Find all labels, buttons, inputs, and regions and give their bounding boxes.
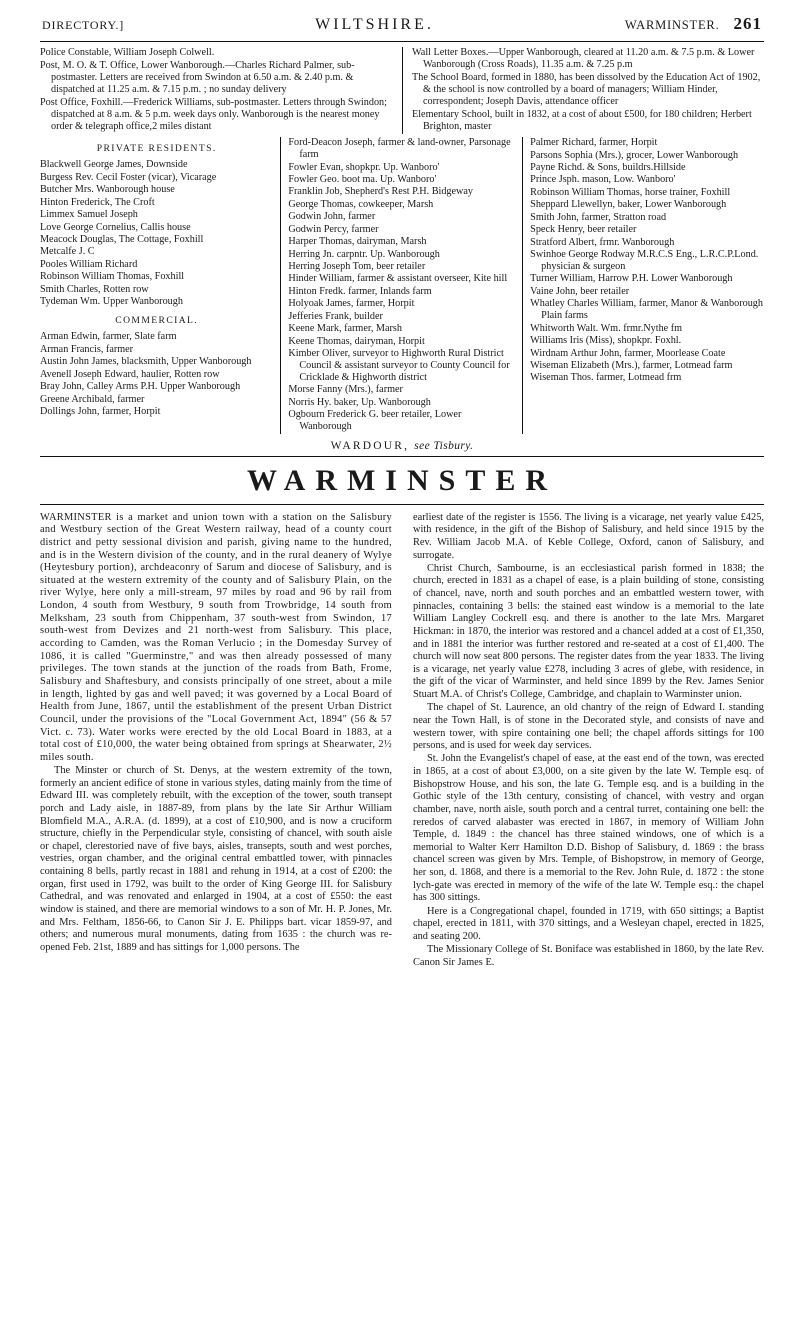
- postal-info-left: [40, 47, 402, 134]
- list-item: Franklin Job, Shepherd's Rest P.H. Bidgeway: [288, 186, 473, 198]
- list-item: Smith John, farmer, Stratton road: [530, 211, 667, 223]
- cross-reference-wardour: [40, 440, 764, 452]
- cross-reference-note: see Tisbury.: [414, 439, 474, 452]
- list-item: Ford-Deacon Joseph, farmer & land-owner, Parsonage farm: [288, 137, 511, 161]
- list-item: Austin John James, blacksmith, Upper Wanborough: [40, 356, 252, 368]
- list-item: Kimber Oliver, surveyor to Highworth Rural District Council & assistant surveyor to County Council for Cricklade & Highworth district: [288, 348, 510, 383]
- postal-info-block: [40, 47, 764, 134]
- list-item: Love George Cornelius, Callis house: [40, 221, 191, 233]
- list-item: Avenell Joseph Edward, haulier, Rotten row: [40, 368, 220, 380]
- list-item: Stratford Albert, frmr. Wanborough: [530, 236, 675, 248]
- list-item: Keene Mark, farmer, Marsh: [288, 323, 402, 335]
- head-divider: [40, 41, 764, 42]
- list-item: Jefferies Frank, builder: [288, 310, 383, 322]
- section-heading-private-residents: PRIVATE RESIDENTS.: [96, 143, 217, 155]
- town-divider-top: [40, 456, 764, 457]
- list-item: Palmer Richard, farmer, Horpit: [530, 137, 658, 149]
- paragraph: The Missionary College of St. Boniface was established in 1860, by the late Rev. Canon Sir James E.: [413, 943, 764, 968]
- directory-column-3: [522, 137, 764, 434]
- list-item: Vaine John, beer retailer: [530, 285, 630, 297]
- cross-reference-name: WARDOUR,: [330, 439, 410, 452]
- list-item: Payne Richd. & Sons, buildrs.Hillside: [530, 162, 686, 174]
- list-item: Fowler Evan, shopkpr. Up. Wanboro': [288, 161, 440, 173]
- list-item: Morse Fanny (Mrs.), farmer: [288, 384, 403, 396]
- list-item: Godwin Percy, farmer: [288, 223, 379, 235]
- list-item: Blackwell George James, Downside: [40, 159, 188, 171]
- list-item: Arman Edwin, farmer, Slate farm: [40, 331, 177, 343]
- running-head-right: WARMINSTER.: [624, 18, 720, 32]
- list-item: Post Office, Foxhill.—Frederick Williams, sub-postmaster. Letters through Swindon; dispatched at 8 a.m. & 5 p.m. week days only. Wanborough is the nearest money order & telegraph office,2 miles distant: [40, 96, 387, 133]
- list-item: Turner William, Harrow P.H. Lower Wanborough: [530, 273, 733, 285]
- list-item: Speck Henry, beer retailer: [530, 224, 637, 236]
- page-folio: 261: [733, 14, 762, 33]
- postal-info-right: [402, 47, 764, 134]
- list-item: Holyoak James, farmer, Horpit: [288, 298, 415, 310]
- list-item: Robinson William Thomas, horse trainer, Foxhill: [530, 186, 731, 198]
- list-item: Butcher Mrs. Wanborough house: [40, 184, 175, 196]
- list-item: Harper Thomas, dairyman, Marsh: [288, 236, 427, 248]
- article-column-left: [40, 512, 402, 970]
- list-item: Fowler Geo. boot ma. Up. Wanboro': [288, 173, 437, 185]
- article-body: [40, 512, 764, 970]
- list-item: Keene Thomas, dairyman, Horpit: [288, 335, 425, 347]
- paragraph: The chapel of St. Laurence, an old chantry of the reign of Edward I. standing near the Town Hall, is of stone in the Decorated style, and consists of nave and western tower, with spire containing one bell; the chapel affords sittings for 100 persons, and is used for week day services.: [413, 702, 764, 752]
- list-item: Greene Archibald, farmer: [40, 393, 145, 405]
- list-item: Whitworth Walt. Wm. frmr.Nythe fm: [530, 322, 683, 334]
- list-item: Sheppard Llewellyn, baker, Lower Wanborough: [530, 199, 727, 211]
- list-item: Norris Hy. baker, Up. Wanborough: [288, 396, 431, 408]
- list-item: Wall Letter Boxes.—Upper Wanborough, cleared at 11.20 a.m. & 7.5 p.m. & Lower Wanborough (Cross Roads), 11.35 a.m. & 7.25 p.m: [412, 47, 755, 71]
- list-item: The School Board, formed in 1880, has been dissolved by the Education Act of 1902, & the school is now controlled by a board of managers; William Hinder, correspondent; Joseph Davis, attendance officer: [412, 71, 761, 108]
- paragraph: St. John the Evangelist's chapel of ease, at the east end of the town, was erected in 1865, at a cost of about £3,000, on a site given by the late W. Temple esq. of Bishopstrow House, and his son, the late G. Temple esq. and is a building in the Gothic style of the 13th century, consisting of chancel, with vestry and organ chamber, nave, north aisle, south porch and a central turret, containing one bell: the reredos of carved alabaster was erected in 1867, in memory of William John Temple, d. 1849 : the chancel has three stained windows, one of which is a memorial to Walter Kerr Hamilton D.D. Bishop of Salisbury, d. 1869 : the brass chancel screen was given by Mrs. Temple, of Bishopstrow, in memory of George, her son, d. 1868, and there is a memorial to the Rev. John Rule, d. 1872 : the stone lych-gate was erected in memory of the wife of the late W. Temple esq.: the chapel has 300 sittings.: [413, 753, 764, 904]
- list-item: Meacock Douglas, The Cottage, Foxhill: [40, 233, 204, 245]
- list-item: Elementary School, built in 1832, at a cost of about £500, for 180 children; Herbert Brighton, master: [412, 109, 752, 133]
- list-item: Hinder William, farmer & assistant overseer, Kite hill: [288, 273, 508, 285]
- list-item: Herring Joseph Tom, beer retailer: [288, 261, 426, 273]
- list-item: Herring Jn. carpntr. Up. Wanborough: [288, 248, 440, 260]
- list-item: Police Constable, William Joseph Colwell.: [40, 47, 215, 58]
- list-item: Limmex Samuel Joseph: [40, 209, 138, 221]
- list-item: Williams Iris (Miss), shopkpr. Foxhl.: [530, 335, 682, 347]
- list-item: Wirdnam Arthur John, farmer, Moorlease Coate: [530, 347, 726, 359]
- paragraph: Christ Church, Sambourne, is an ecclesiastical parish formed in 1838; the church, erected in 1831 as a chapel of ease, is a plain building of stone, consisting of chancel, nave, north and south porches and an embattled western tower, with pinnacles, containing 3 bells: the stained east window is a memorial to the late William Langley Cockrell esq. and there is another to the late Mrs. Margaret Hickman: in 1870, the interior was restored and a chancel added at a cost of £1,350, and in 1881 the interior was further restored and re-seated at a cost of £1,400. The church will now seat 800 persons. The register dates from the year 1833. The living is a vicarage, net yearly value £278, including 3 acres of glebe, with residence, in the gift of the vicar of Warminster, and held since 1899 by the Rev. James Senior Stuart M.A. of Christ's College, Cambridge, and chaplain to Warminster union.: [413, 562, 764, 701]
- list-item: Parsons Sophia (Mrs.), grocer, Lower Wanborough: [530, 149, 739, 161]
- list-item: Whatley Charles William, farmer, Manor & Wanborough Plain farms: [530, 298, 763, 322]
- directory-column-1: [40, 137, 280, 434]
- list-item: Hinton Frederick, The Croft: [40, 196, 155, 208]
- list-item: Post, M. O. & T. Office, Lower Wanborough.—Charles Richard Palmer, sub-postmaster. Letters are received from Swindon at 6.50 a.m. & 2.40 p.m. & dispatched at 11.25 a.m. & 7.15 p.m. ; no sunday delivery: [40, 59, 355, 96]
- list-item: Dollings John, farmer, Horpit: [40, 405, 161, 417]
- list-item: Smith Charles, Rotten row: [40, 283, 149, 295]
- list-item: Tydeman Wm. Upper Wanborough: [40, 296, 183, 308]
- paragraph: Here is a Congregational chapel, founded in 1719, with 650 sittings; a Baptist chapel, erected in 1811, with 370 sittings, and a Wesleyan chapel, erected in 1825, and seating 200.: [413, 905, 764, 942]
- list-item: Pooles William Richard: [40, 258, 138, 270]
- list-item: Wiseman Elizabeth (Mrs.), farmer, Lotmead farm: [530, 360, 733, 372]
- section-heading-commercial: COMMERCIAL.: [115, 315, 199, 327]
- running-head: [40, 14, 764, 34]
- list-item: Swinhoe George Rodway M.R.C.S Eng., L.R.C.P.Lond. physician & surgeon: [530, 249, 759, 273]
- list-item: Burgess Rev. Cecil Foster (vicar), Vicarage: [40, 171, 217, 183]
- list-item: Wiseman Thos. farmer, Lotmead frm: [530, 372, 682, 384]
- paragraph: earliest date of the register is 1556. The living is a vicarage, net yearly value £425, with residence, in the gift of the Bishop of Salisbury, and held since 1915 by the Rev. William Jacob M.A. of Keble College, Oxford, canon of Salisbury, and surrogate.: [413, 511, 764, 561]
- list-item: Prince Jsph. mason, Low. Wanboro': [530, 174, 676, 186]
- list-item: Arman Francis, farmer: [40, 343, 134, 355]
- article-column-right: [402, 512, 764, 970]
- list-item: Bray John, Calley Arms P.H. Upper Wanborough: [40, 381, 241, 393]
- list-item: Robinson William Thomas, Foxhill: [40, 271, 185, 283]
- running-head-left: DIRECTORY.]: [42, 18, 125, 32]
- running-head-center: WILTSHIRE.: [315, 16, 434, 33]
- list-item: Godwin John, farmer: [288, 211, 376, 223]
- list-item: Metcalfe J. C: [40, 246, 95, 258]
- paragraph: WARMINSTER is a market and union town with a station on the Salisbury and Westbury section of the Great Western railway, head of a county court district and petty sessional division and parish, giving name to the hundred, and is in the Western division of the county, and in the rural deanery of Wylye (Heytesbury portion), archdeaconry of Sarum and diocese of Salisbury, and is situated at the western extremity of the county and of Salisbury Plain, on the river Wylye, here only a mill-stream, 97 miles by road and 96 by rail from London, 4 south from Westbury, 9 south from Trowbridge, 14 south from Melksham, 23 south from Chippenham, 37 south-west from Swindon, 17 south-west from Devizes and 21 north-west from Salisbury. This place, according to Camden, was the Roman Verlucio ; in the Domesday Survey of 1086, it is called "Guerminstre," and was then already possessed of many privileges. The town stands at the junction of the roads from Bath, Frome, Salisbury and Shaftesbury, and consists principally of one street, about a mile in length, lighted by gas and well paved; it was governed by a Local Board of Health from June, 1867, until the establishment of the present Urban District Council, under the provisions of the "Local Government Act, 1894" (56 & 57 Vict. c. 73). Water works were erected by the old Local Board in 1883, at a total cost of £10,000, the water being obtained from springs at Shearwater, 2½ miles south.: [40, 511, 392, 763]
- list-item: George Thomas, cowkeeper, Marsh: [288, 198, 434, 210]
- directory-columns: [40, 137, 764, 434]
- directory-column-2: [280, 137, 522, 434]
- paragraph: The Minster or church of St. Denys, at the western extremity of the town, formerly an ancient edifice of stone in various styles, dating mainly from the time of Edward III. was completely rebuilt, with the exception of the tower, south transept porch and Lady aisle, in 1887-89, from plans by the late Sir Arthur William Blomfield M.A., A.R.A. (d. 1899), at a cost of £10,900, and is now a cruciform structure, chiefly in the Perpendicular style, consisting of chancel, with south aisle or chapel, clerestoried nave of five bays, aisles, transepts, south and west porches, vestries, organ chamber, and the original central embattled tower, with pinnacles containing 8 bells, partly recast in 1881 and rehung in 1914, at a cost of £200: the organ, first used in 1792, was built to the order of King George III. for Salisbury Cathedral, and was renovated and enlarged in 1904, at a cost of £550: the east window is stained, and there are memorial windows to a son of Mr. H. P. Jones, Mr. and Mrs. Feltham, 1856-66, to Canon Sir J. E. Philipps bart. vicar 1859-97, and others; and numerous mural monuments, dating from 1635 : the church was re-opened Feb. 21st, 1889 and has sittings for 1,000 persons. The: [40, 764, 392, 953]
- list-item: Ogbourn Frederick G. beer retailer, Lower Wanborough: [288, 409, 462, 433]
- town-divider-bottom: [40, 504, 764, 505]
- page-title: WARMINSTER: [246, 463, 558, 497]
- list-item: Hinton Fredk. farmer, Inlands farm: [288, 285, 432, 297]
